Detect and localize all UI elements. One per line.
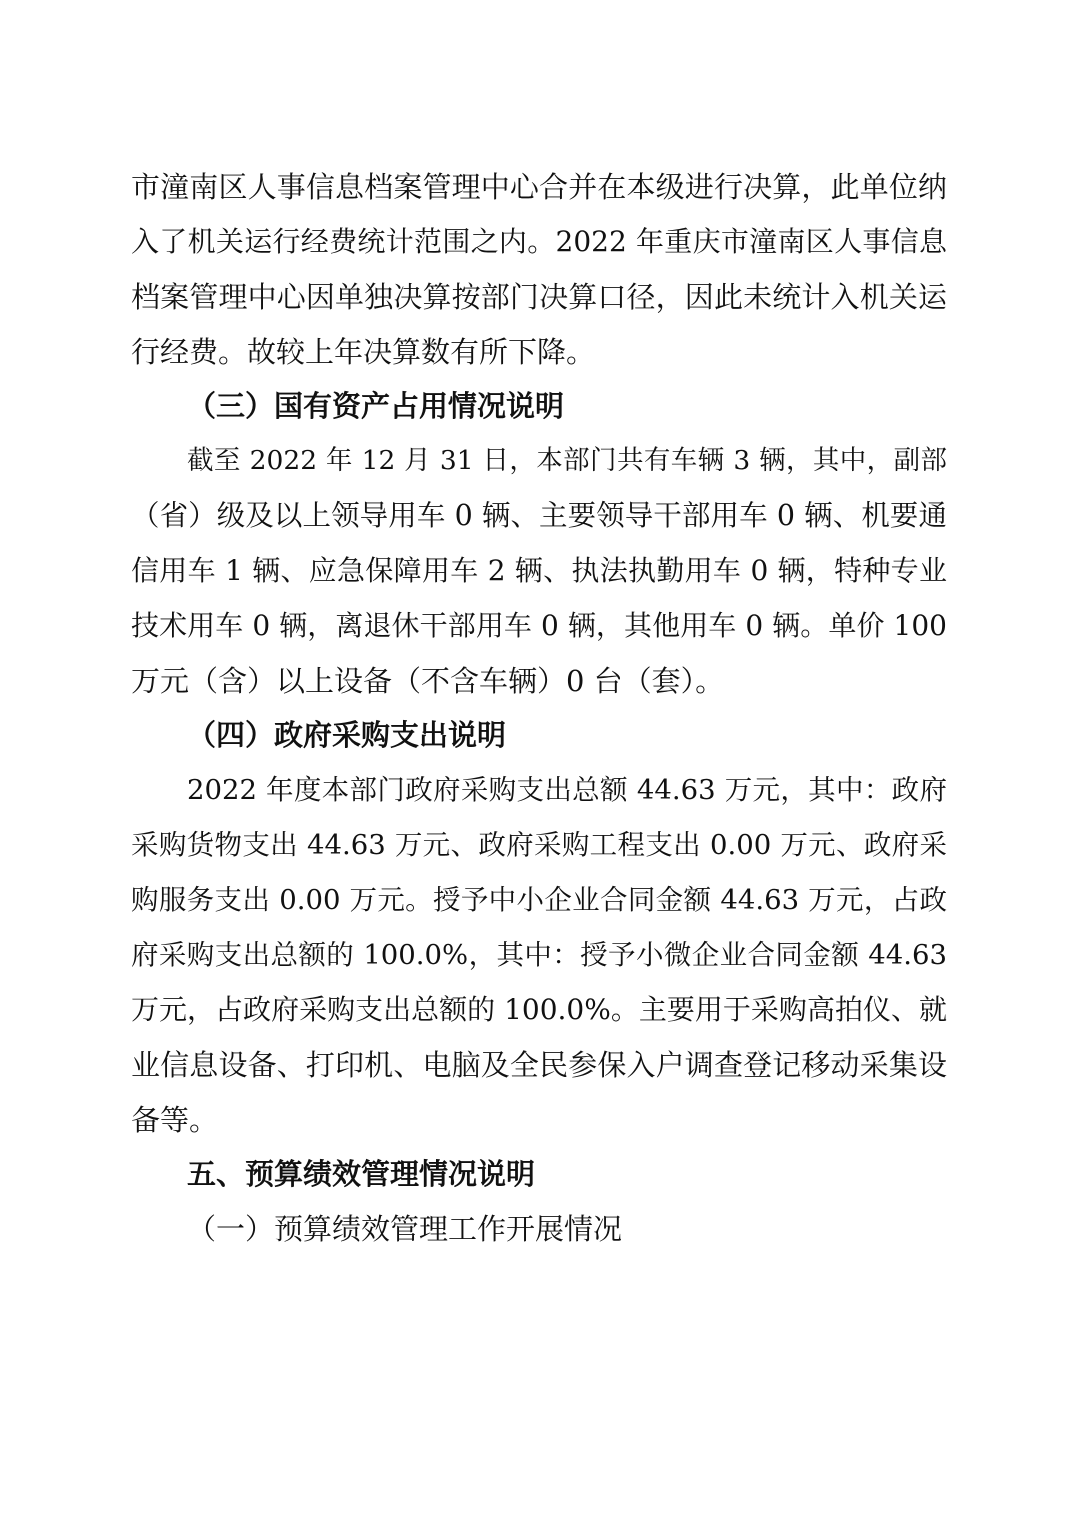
paragraph-line: 万元，占政府采购支出总额的 100.0%。主要用于采购高拍仪、就 — [131, 993, 947, 1026]
paragraph-line: 截至 2022 年 12 月 31 日，本部门共有车辆 3 辆，其中，副部 — [187, 445, 947, 476]
paragraph-line: 行经费。故较上年决算数有所下降。 — [131, 335, 596, 369]
section-heading-procurement: （四）政府采购支出说明 — [187, 718, 507, 752]
paragraph-line: 档案管理中心因单独决算按部门决算口径，因此未统计入机关运 — [131, 280, 947, 314]
paragraph-line: 技术用车 0 辆，离退休干部用车 0 辆，其他用车 0 辆。单价 100 — [131, 609, 947, 642]
paragraph-line: 备等。 — [131, 1103, 219, 1137]
paragraph-line: 业信息设备、打印机、电脑及全民参保入户调查登记移动采集设 — [131, 1048, 947, 1082]
section-heading-performance: 五、预算绩效管理情况说明 — [187, 1157, 536, 1191]
paragraph-line: 采购货物支出 44.63 万元、政府采购工程支出 0.00 万元、政府采 — [131, 829, 947, 861]
paragraph-line: 入了机关运行经费统计范围之内。2022 年重庆市潼南区人事信息 — [131, 225, 947, 258]
paragraph-line: 2022 年度本部门政府采购支出总额 44.63 万元，其中：政府 — [187, 774, 947, 806]
paragraph-line: 府采购支出总额的 100.0%，其中：授予小微企业合同金额 44.63 — [131, 939, 947, 971]
paragraph-line: （省）级及以上领导用车 0 辆、主要领导干部用车 0 辆、机要通 — [131, 499, 947, 532]
subsection-heading: （一）预算绩效管理工作开展情况 — [187, 1212, 623, 1246]
paragraph-line: 万元（含）以上设备（不含车辆）0 台（套）。 — [131, 664, 725, 698]
paragraph-line: 购服务支出 0.00 万元。授予中小企业合同金额 44.63 万元，占政 — [131, 884, 947, 916]
paragraph-line: 信用车 1 辆、应急保障用车 2 辆、执法执勤用车 0 辆，特种专业 — [131, 554, 947, 587]
section-heading-assets: （三）国有资产占用情况说明 — [187, 389, 565, 423]
paragraph-line: 市潼南区人事信息档案管理中心合并在本级进行决算，此单位纳 — [131, 170, 947, 204]
